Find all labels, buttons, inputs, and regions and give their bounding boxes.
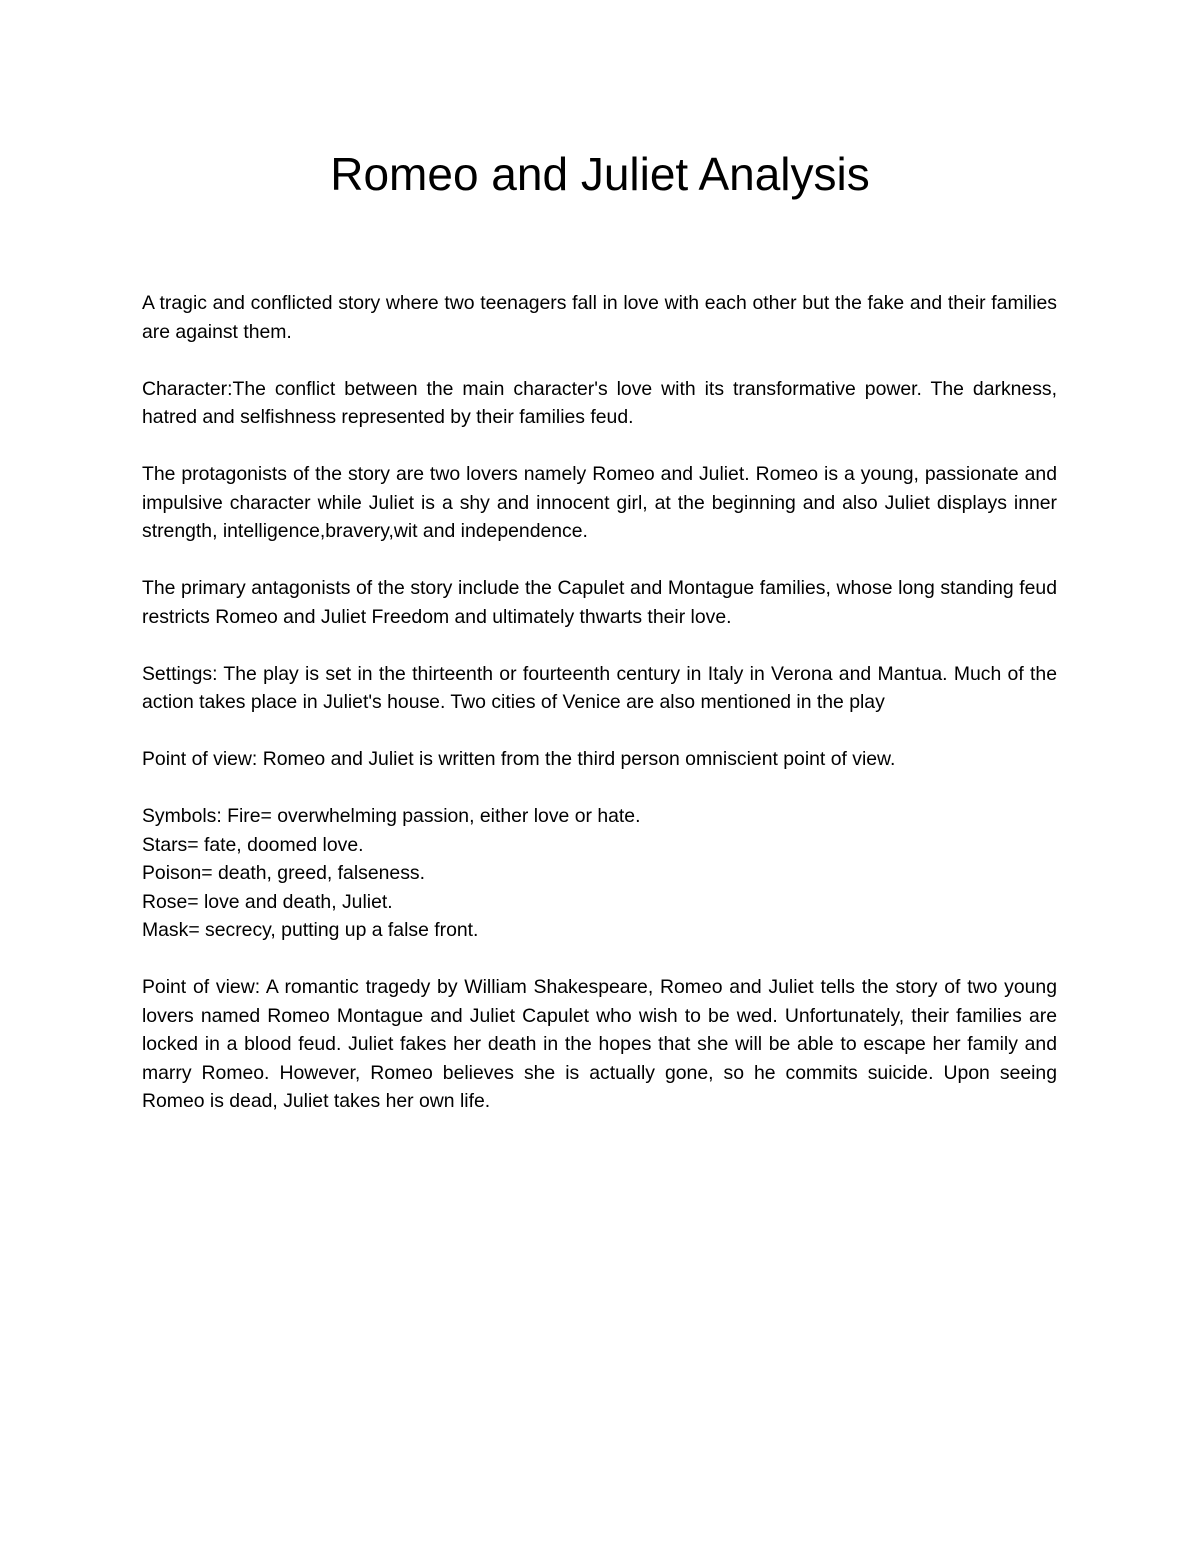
paragraph-character: Character:The conflict between the main character's love with its transformative power. The darkness, hatred and selfishness represented by their families feud. [142,377,1057,428]
document-body [142,289,1057,1144]
paragraph-protagonists: The protagonists of the story are two lovers namely Romeo and Juliet. Romeo is a young, passionate and impulsive character while Juliet is a shy and innocent girl, at the beginning and also Juliet displays inner strength, intelligence,bravery,wit and independence. [142,463,1057,542]
symbol-poison: Poison= death, greed, falseness. [142,862,425,884]
symbol-mask: Mask= secrecy, putting up a false front. [142,919,479,941]
paragraph-summary: Point of view: A romantic tragedy by William Shakespeare, Romeo and Juliet tells the story of two young lovers named Romeo Montague and Juliet Capulet who wish to be wed. Unfortunately, their families are locked in a blood feud. Juliet fakes her death in the hopes that she will be able to escape her family and marry Romeo. However, Romeo believes she is actually gone, so he commits suicide. Upon seeing Romeo is dead, Juliet takes her own life. [142,976,1057,1112]
document-title: Romeo and Juliet Analysis [330,148,870,200]
symbols-list [142,802,1057,945]
symbol-rose: Rose= love and death, Juliet. [142,890,393,913]
paragraph-settings: Settings: The play is set in the thirteenth or fourteenth century in Italy in Verona and Mantua. Much of the action takes place in Juliet's house. Two cities of Venice are also mentioned in the play [142,662,1057,713]
paragraph-intro: A tragic and conflicted story where two teenagers fall in love with each other but the fake and their families are against them. [142,292,1057,343]
paragraph-point-of-view: Point of view: Romeo and Juliet is written from the third person omniscient point of view. [142,748,896,770]
paragraph-antagonists: The primary antagonists of the story include the Capulet and Montague families, whose long standing feud restricts Romeo and Juliet Freedom and ultimately thwarts their love. [142,577,1057,628]
symbol-fire: Symbols: Fire= overwhelming passion, either love or hate. [142,805,641,827]
symbol-stars: Stars= fate, doomed love. [142,833,364,856]
